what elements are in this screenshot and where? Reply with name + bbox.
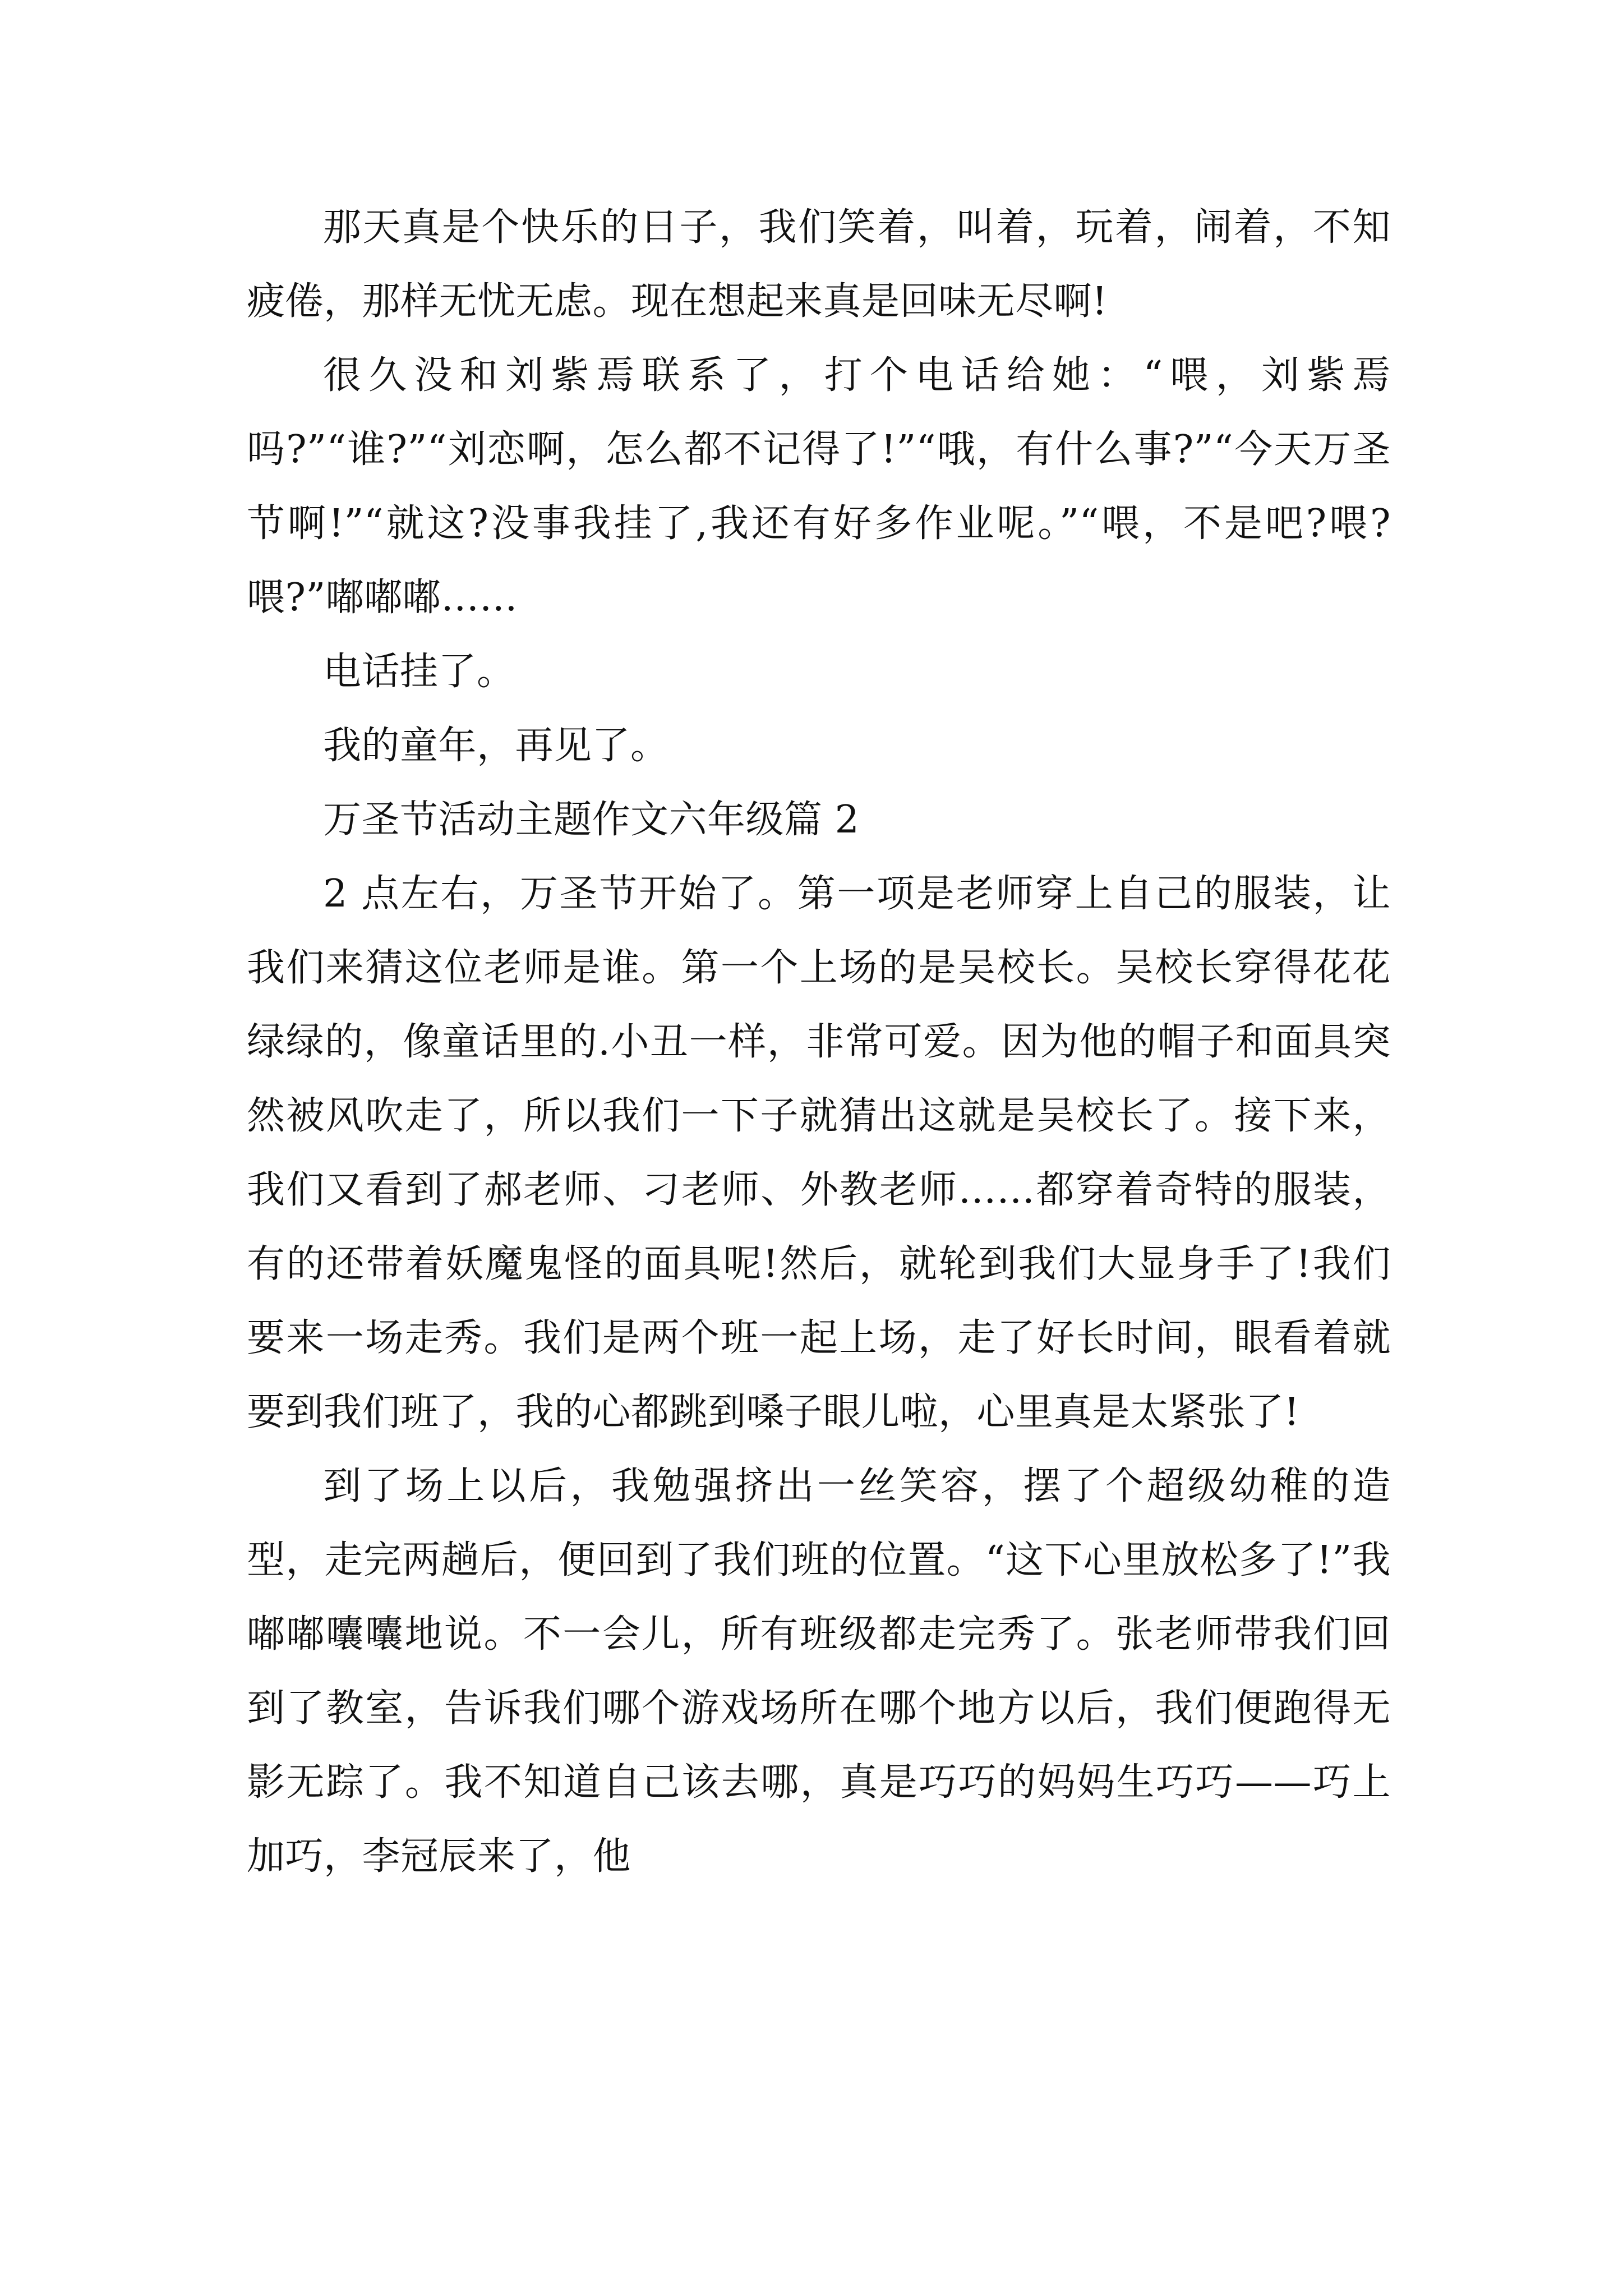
paragraph-phone-call: 很久没和刘紫焉联系了，打个电话给她：“喂，刘紫焉吗?”“谁?”“刘恋啊，怎么都不记得了!”“哦，有什么事?”“今天万圣节啊!”“就这?没事我挂了,我还有好多作业呢。”“喂，不是吧?喂?喂?”嘟嘟嘟…… — [247, 353, 1391, 620]
section-title: 万圣节活动主题作文六年级篇 2 — [323, 798, 860, 842]
document-body — [247, 191, 1391, 1894]
paragraph-happy-day: 那天真是个快乐的日子，我们笑着，叫着，玩着，闹着，不知疲倦，那样无忧无虑。现在想起来真是回味无尽啊! — [247, 205, 1391, 324]
paragraph-call-ended: 电话挂了。 — [323, 650, 515, 694]
paragraph-halloween-start: 2 点左右，万圣节开始了。第一项是老师穿上自己的服装，让我们来猜这位老师是谁。第一个上场的是吴校长。吴校长穿得花花绿绿的，像童话里的.小丑一样，非常可爱。因为他的帽子和面具突然被风吹走了，所以我们一下子就猜出这就是吴校长了。接下来，我们又看到了郝老师、刁老师、外教老师……都穿着奇特的服装，有的还带着妖魔鬼怪的面具呢!然后，就轮到我们大显身手了!我们要来一场走秀。我们是两个班一起上场，走了好长时间，眼看着就要到我们班了，我的心都跳到嗓子眼儿啦，心里真是太紧张了! — [247, 872, 1391, 1434]
paragraph-catwalk: 到了场上以后，我勉强挤出一丝笑容，摆了个超级幼稚的造型，走完两趟后，便回到了我们班的位置。“这下心里放松多了!”我嘟嘟囔囔地说。不一会儿，所有班级都走完秀了。张老师带我们回到了教室，告诉我们哪个游戏场所在哪个地方以后，我们便跑得无影无踪了。我不知道自己该去哪，真是巧巧的妈妈生巧巧——巧上加巧，李冠辰来了，他 — [247, 1464, 1391, 1879]
paragraph-goodbye-childhood: 我的童年，再见了。 — [323, 724, 669, 768]
